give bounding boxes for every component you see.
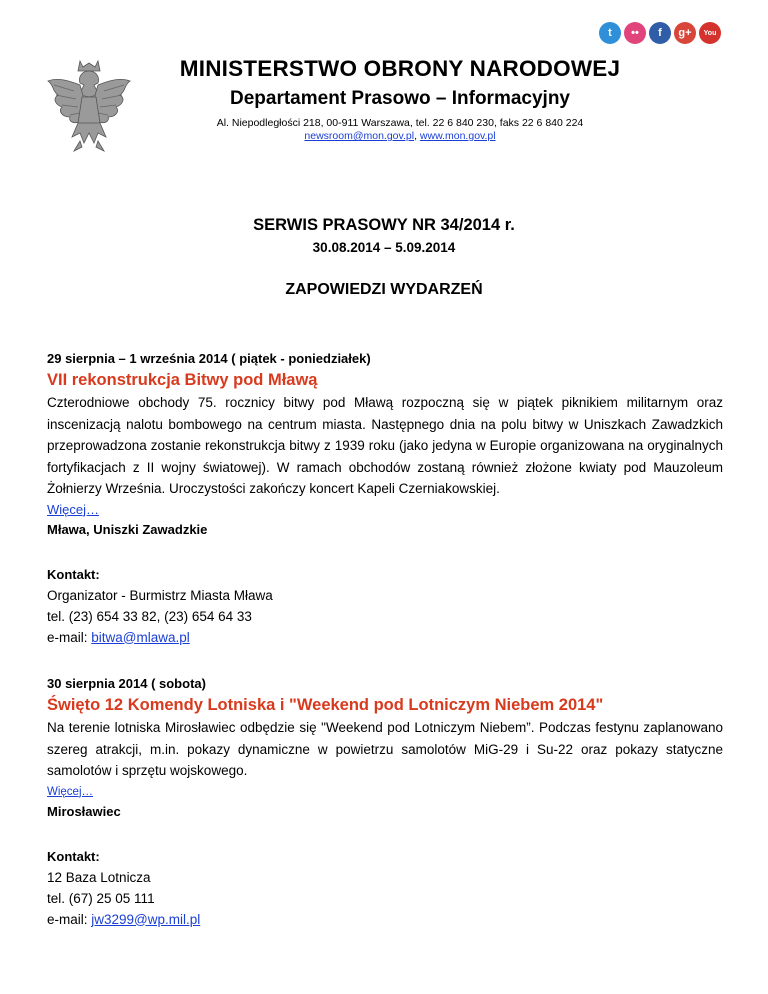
letterhead: [130, 56, 670, 143]
googleplus-icon[interactable]: g+: [674, 22, 696, 44]
event-place: Mirosławiec: [47, 803, 121, 819]
contact-email-row: [47, 627, 723, 648]
link-separator: ,: [414, 130, 420, 142]
press-service-title: SERWIS PRASOWY NR 34/2014 r.: [253, 216, 515, 234]
contact-links: [130, 130, 670, 143]
contact-label: Kontakt:: [47, 848, 100, 864]
social-icons: [599, 22, 721, 44]
event-date: 29 sierpnia – 1 września 2014 ( piątek - poniedziałek): [47, 351, 371, 366]
press-service-heading: [0, 216, 768, 299]
event-item: [47, 351, 723, 648]
contact-phone: tel. (23) 654 33 82, (23) 654 64 33: [47, 608, 252, 624]
newsroom-email-link[interactable]: newsroom@mon.gov.pl: [304, 130, 415, 142]
contact-phone: tel. (67) 25 05 111: [47, 890, 155, 906]
contact-email-label: e-mail:: [47, 911, 92, 927]
youtube-icon[interactable]: You: [699, 22, 721, 44]
more-link[interactable]: Więcej…: [47, 501, 100, 517]
contact-email-link[interactable]: jw3299@wp.mil.pl: [91, 911, 201, 927]
press-service-dates: 30.08.2014 – 5.09.2014: [312, 240, 456, 255]
event-description: Czterodniowe obchody 75. rocznicy bitwy pod Mławą rozpoczną się w piątek piknikiem militarnym oraz inscenizacją nalotu bombowego na centrum miasta. Następnego dnia na polu bitwy w Uniszkach Zawadzkich przeprowadzona zostanie rekonstrukcja bitwy z 1939 roku (jako jedyna w Europie organizowana na oryginalnych fortyfikacjach z II wojny światowej). W ramach obchodów zostaną również złożone kwiaty pod Mauzoleum Żołnierzy Września. Uroczystości zakończy koncert Kapeli Czerniakowskiej.: [47, 395, 723, 496]
contact-organizer: Organizator - Burmistrz Miasta Mława: [47, 587, 273, 603]
department-title: Departament Prasowo – Informacyjny: [230, 88, 570, 109]
ministry-title: MINISTERSTWO OBRONY NARODOWEJ: [179, 56, 621, 81]
eagle-emblem-icon: [44, 55, 134, 155]
contact-label: Kontakt:: [47, 566, 100, 582]
website-link[interactable]: www.mon.gov.pl: [419, 130, 496, 142]
event-date: 30 sierpnia 2014 ( sobota): [47, 676, 206, 691]
contact-email-row: [47, 909, 723, 930]
event-title: Święto 12 Komendy Lotniska i "Weekend pod Lotniczym Niebem 2014": [47, 696, 604, 714]
flickr-icon[interactable]: ••: [624, 22, 646, 44]
event-contact: [47, 846, 723, 930]
address-line: Al. Niepodległości 218, 00-911 Warszawa, tel. 22 6 840 230, faks 22 6 840 224: [216, 117, 584, 129]
twitter-icon[interactable]: t: [599, 22, 621, 44]
contact-email-link[interactable]: bitwa@mlawa.pl: [91, 629, 190, 645]
event-item: [47, 676, 723, 930]
event-place: Mława, Uniszki Zawadzkie: [47, 521, 208, 537]
contact-organizer: 12 Baza Lotnicza: [47, 869, 151, 885]
event-description: Na terenie lotniska Mirosławiec odbędzie się "Weekend pod Lotniczym Niebem”. Podczas festynu zaplanowano szereg atrakcji, m.in. pokazy dynamiczne w powietrzu samolotów MiG-29 i Su-22 oraz pokazy statyczne samolotów i sprzętu wojskowego.: [47, 720, 723, 778]
event-title: VII rekonstrukcja Bitwy pod Mławą: [47, 371, 318, 389]
facebook-icon[interactable]: f: [649, 22, 671, 44]
section-title: ZAPOWIEDZI WYDARZEŃ: [285, 281, 483, 298]
contact-email-label: e-mail:: [47, 629, 92, 645]
event-contact: [47, 564, 723, 648]
more-link[interactable]: Więcej…: [47, 785, 94, 798]
